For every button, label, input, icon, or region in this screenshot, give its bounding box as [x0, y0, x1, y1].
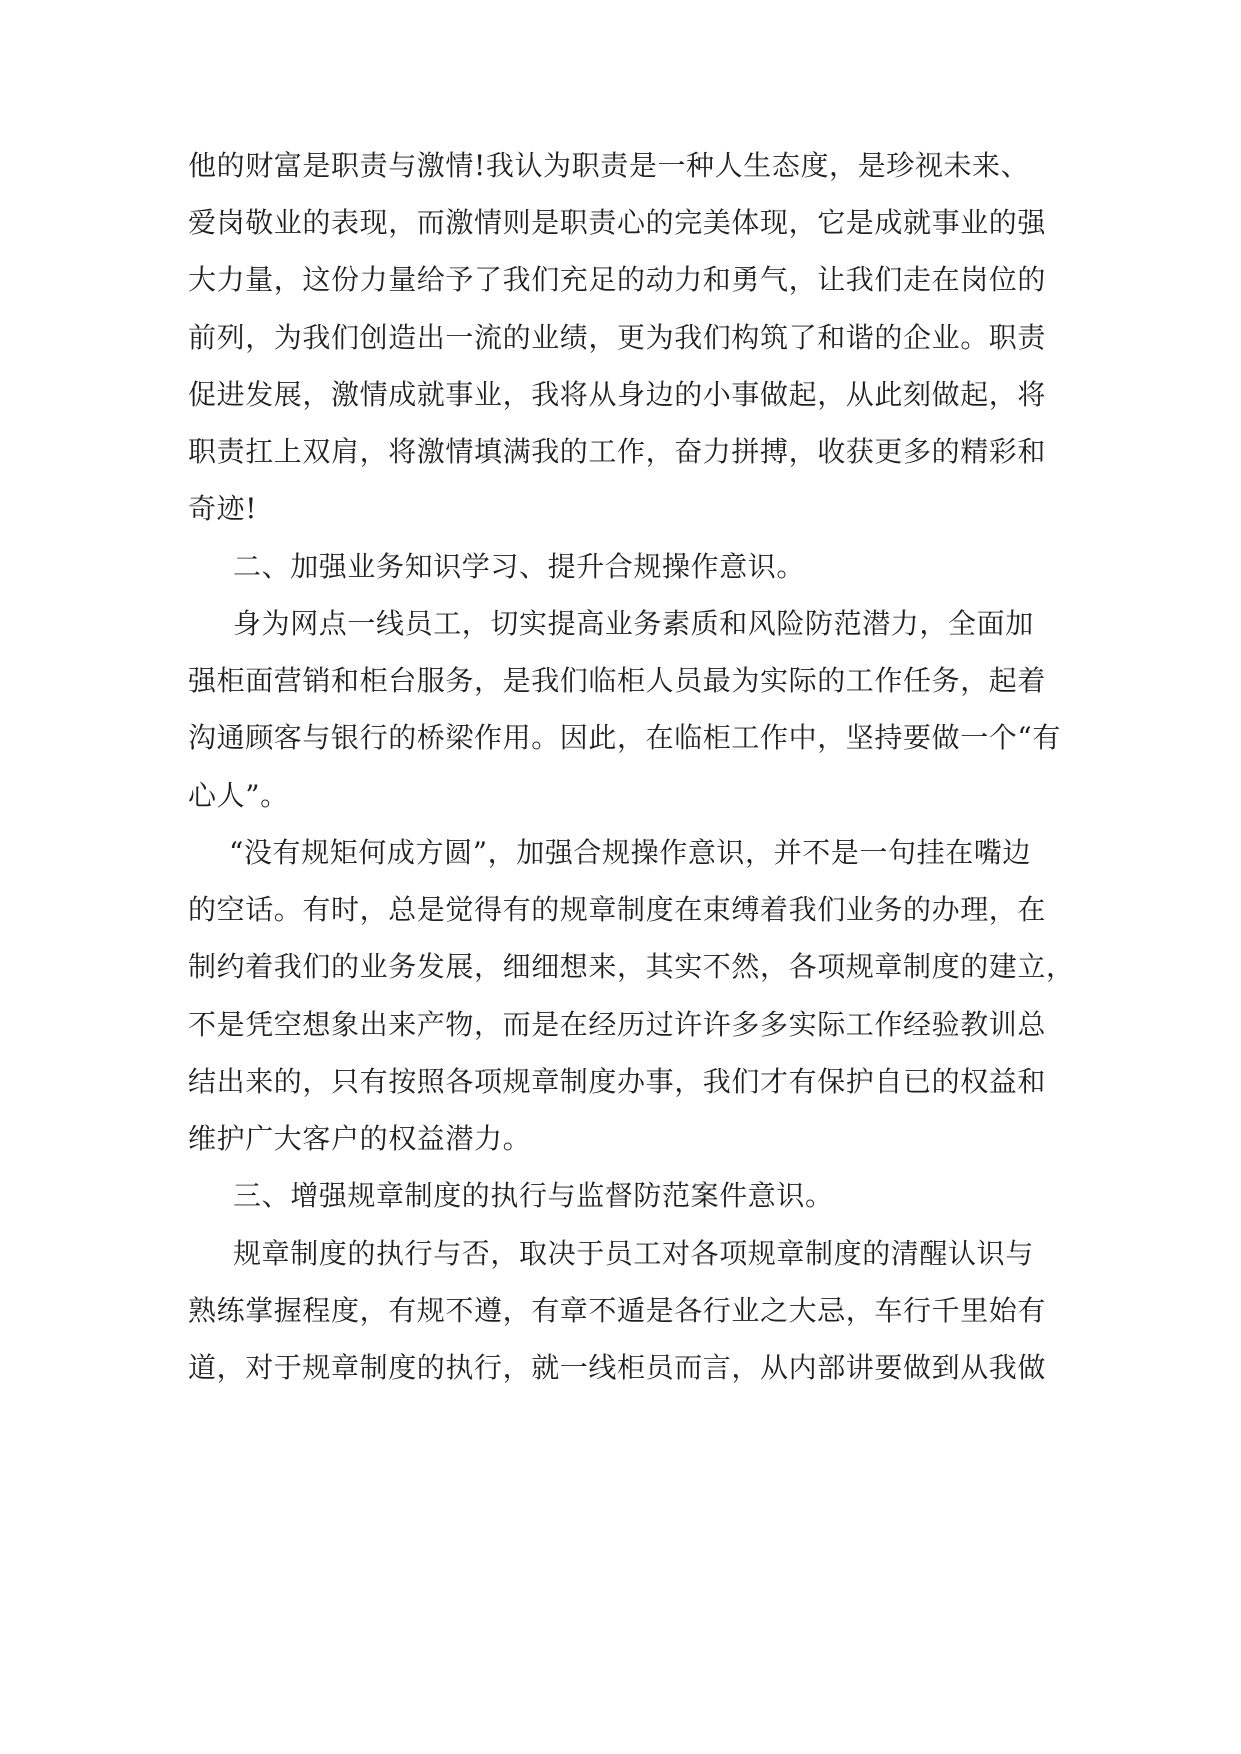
text-line: 的空话。有时，总是觉得有的规章制度在束缚着我们业务的办理，在 — [188, 893, 1047, 926]
text-line: 身为网点一线员工，切实提高业务素质和风险防范潜力，全面加 — [233, 607, 1034, 640]
text-line: 规章制度的执行与否，取决于员工对各项规章制度的清醒认识与 — [233, 1237, 1034, 1270]
text-line: 沟通顾客与银行的桥梁作用。因此，在临柜工作中，坚持要做一个“有 — [188, 721, 1061, 754]
text-line: 结出来的，只有按照各项规章制度办事，我们才有保护自已的权益和 — [188, 1065, 1047, 1098]
text-line: 道，对于规章制度的执行，就一线柜员而言，从内部讲要做到从我做 — [188, 1351, 1047, 1384]
section-heading: 二、加强业务知识学习、提升合规操作意识。 — [233, 550, 806, 583]
section-heading: 三、增强规章制度的执行与监督防范案件意识。 — [233, 1179, 834, 1212]
text-line: 不是凭空想象出来产物，而是在经历过许许多多实际工作经验教训总 — [188, 1008, 1047, 1041]
text-line: 熟练掌握程度，有规不遵，有章不遁是各行业之大忌，车行千里始有 — [188, 1294, 1047, 1327]
text-line: 职责扛上双肩，将激情填满我的工作，奋力拼搏，收获更多的精彩和 — [188, 435, 1047, 468]
text-line: 奇迹! — [188, 492, 258, 525]
text-line: 强柜面营销和柜台服务，是我们临柜人员最为实际的工作任务，起着 — [188, 664, 1047, 697]
text-line: 促进发展，激情成就事业，我将从身边的小事做起，从此刻做起，将 — [188, 378, 1047, 411]
text-line: 爱岗敬业的表现，而激情则是职责心的完美体现，它是成就事业的强 — [188, 206, 1047, 239]
text-line: 大力量，这份力量给予了我们充足的动力和勇气，让我们走在岗位的 — [188, 263, 1047, 296]
text-line: 前列，为我们创造出一流的业绩，更为我们构筑了和谐的企业。职责 — [188, 321, 1047, 354]
text-line: 他的财富是职责与激情!我认为职责是一种人生态度，是珍视未来、 — [188, 149, 1030, 182]
text-line: 维护广大客户的权益潜力。 — [188, 1122, 532, 1155]
text-line: 制约着我们的业务发展，细细想来，其实不然，各项规章制度的建立， — [188, 950, 1075, 983]
text-line: 心人”。 — [188, 779, 289, 812]
text-line: “没有规矩何成方圆”，加强合规操作意识，并不是一句挂在嘴边 — [229, 836, 1032, 869]
